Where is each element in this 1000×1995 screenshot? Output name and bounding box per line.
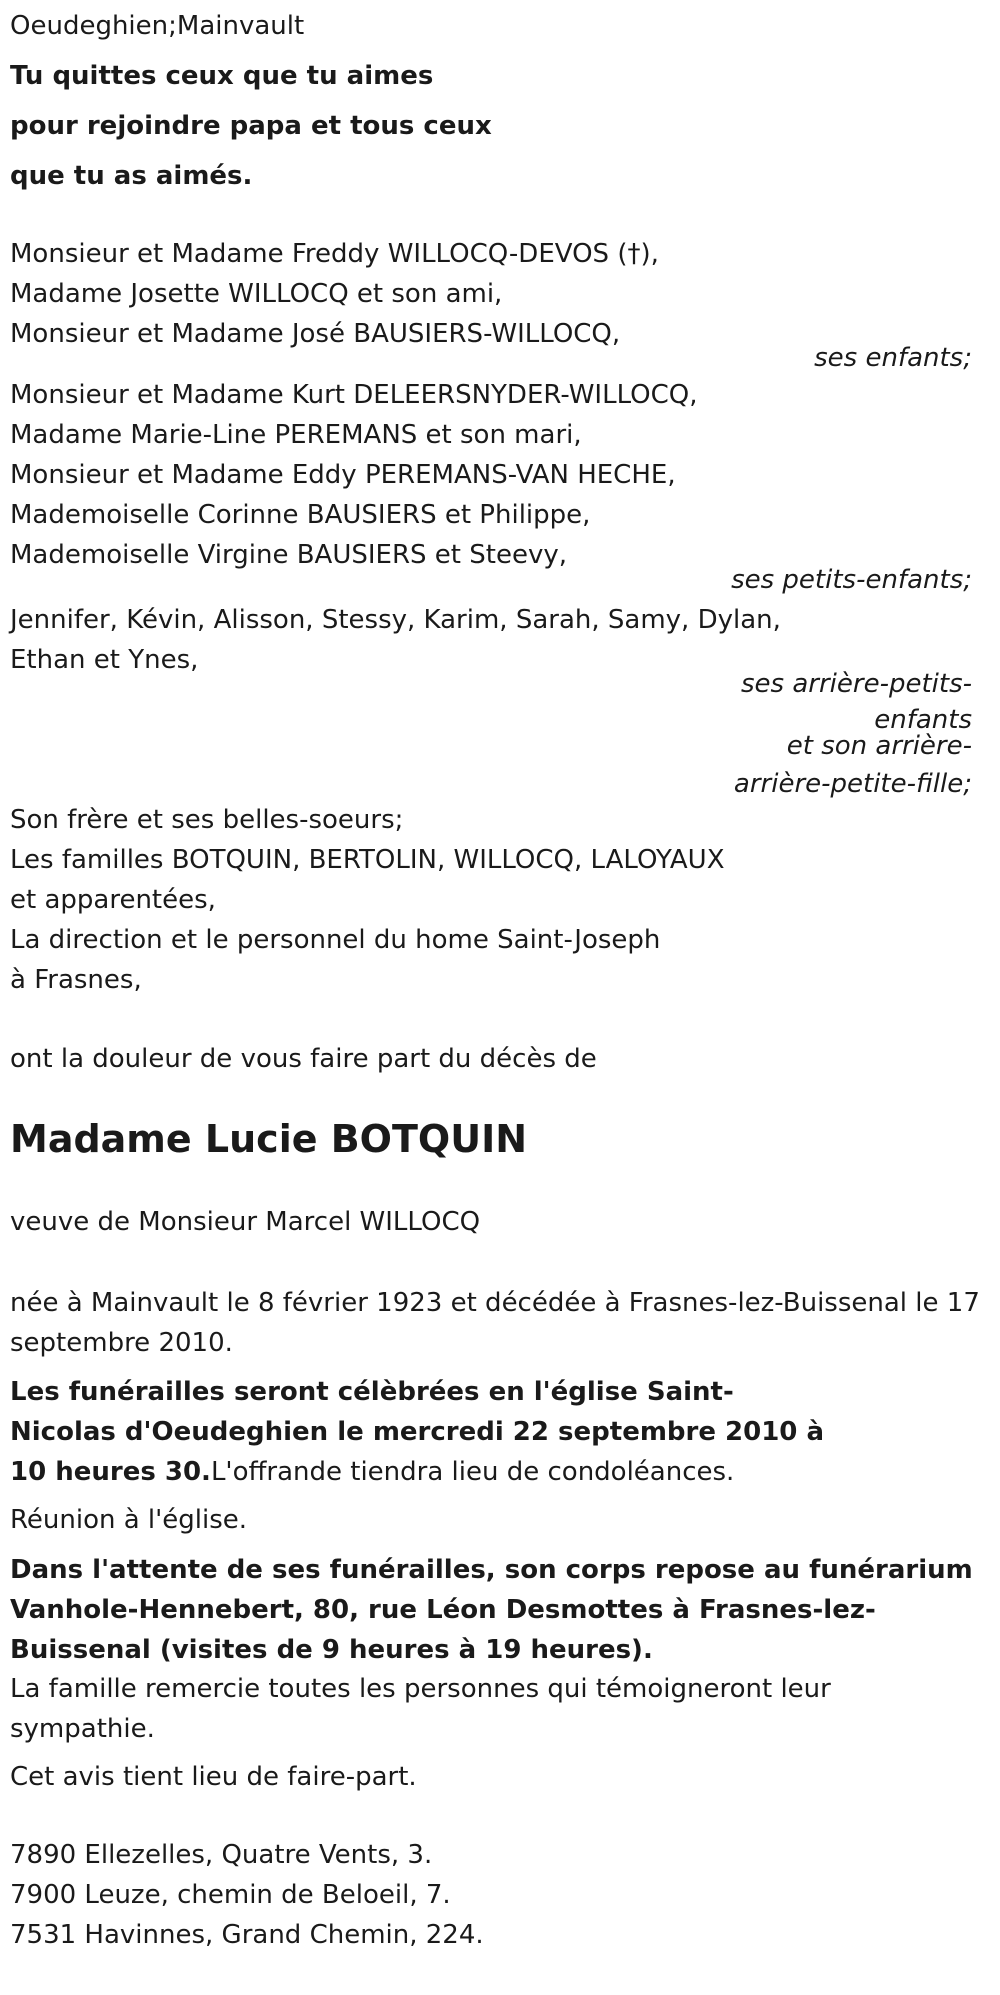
deceased-name: Madame Lucie BOTQUIN bbox=[10, 1117, 528, 1161]
grandchild-line: Madame Marie-Line PEREMANS et son mari, bbox=[10, 420, 582, 450]
other-relative-line: Son frère et ses belles-soeurs; bbox=[10, 805, 404, 835]
address-line: 7890 Ellezelles, Quatre Vents, 3. bbox=[10, 1840, 433, 1870]
ceremony-paragraph bbox=[10, 1372, 830, 1492]
grandchild-line: Monsieur et Madame Eddy PEREMANS-VAN HECHE, bbox=[10, 460, 676, 490]
poem-line-2: pour rejoindre papa et tous ceux bbox=[10, 111, 492, 141]
other-relative-line: Les familles BOTQUIN, BERTOLIN, WILLOCQ, LALOYAUX bbox=[10, 845, 725, 875]
great-grandchildren-relation-1: ses arrière-petits- bbox=[741, 669, 972, 699]
children-relation: ses enfants; bbox=[814, 343, 972, 373]
great-grandchildren-relation-2: enfants bbox=[874, 705, 972, 735]
notice-text: Cet avis tient lieu de faire-part. bbox=[10, 1762, 417, 1792]
birth-death-block bbox=[10, 1283, 1000, 1363]
other-relatives bbox=[10, 800, 1000, 1000]
meeting-block bbox=[10, 1500, 1000, 1540]
announcement-line: ont la douleur de vous faire part du décès de bbox=[10, 1044, 597, 1074]
rest-block bbox=[10, 1550, 1000, 1670]
address-line: 7531 Havinnes, Grand Chemin, 224. bbox=[10, 1920, 484, 1950]
ceremony-text: Les funérailles seront célèbrées en l'église Saint-Nicolas d'Oeudeghien le mercredi 22 septembre 2010 à 10 heures 30. bbox=[10, 1377, 824, 1487]
other-relative-line: et apparentées, bbox=[10, 885, 216, 915]
great-great-grandchild-relation-2: arrière-petite-fille; bbox=[733, 769, 972, 799]
addresses-block bbox=[10, 1835, 1000, 1955]
deceased-block bbox=[10, 1114, 1000, 1164]
grandchild-line: Monsieur et Madame Kurt DELEERSNYDER-WILLOCQ, bbox=[10, 380, 698, 410]
funeral-block bbox=[10, 1372, 1000, 1492]
thanks-block bbox=[10, 1669, 1000, 1749]
grandchildren-relation: ses petits-enfants; bbox=[731, 565, 972, 595]
children-list bbox=[10, 234, 1000, 354]
widow-block bbox=[10, 1202, 1000, 1242]
birth-death-text: née à Mainvault le 8 février 1923 et décédée à Frasnes-lez-Buissenal le 17 septembre 2010. bbox=[10, 1288, 980, 1358]
other-relative-line: à Frasnes, bbox=[10, 965, 142, 995]
great-grandchild-line: Jennifer, Kévin, Alisson, Stessy, Karim, Sarah, Samy, Dylan, bbox=[10, 605, 781, 635]
announcement bbox=[10, 1039, 1000, 1079]
widow-of-line: veuve de Monsieur Marcel WILLOCQ bbox=[10, 1207, 481, 1237]
grandchildren-list bbox=[10, 375, 1000, 575]
child-line: Monsieur et Madame José BAUSIERS-WILLOCQ, bbox=[10, 319, 621, 349]
offering-text: L'offrande tiendra lieu de condoléances. bbox=[210, 1457, 735, 1487]
rest-text: Dans l'attente de ses funérailles, son corps repose au funérarium Vanhole-Hennebert, 80, rue Léon Desmottes à Frasnes-lez-Buissenal (visites de 9 heures à 19 heures). bbox=[10, 1555, 973, 1665]
other-relative-line: La direction et le personnel du home Saint-Joseph bbox=[10, 925, 661, 955]
great-great-grandchild-relation-1: et son arrière- bbox=[786, 731, 972, 761]
notice-block bbox=[10, 1757, 1000, 1797]
poem-line-3: que tu as aimés. bbox=[10, 161, 253, 191]
grandchild-line: Mademoiselle Virgine BAUSIERS et Steevy, bbox=[10, 540, 567, 570]
great-grandchild-line: Ethan et Ynes, bbox=[10, 645, 199, 675]
meeting-text: Réunion à l'église. bbox=[10, 1505, 248, 1535]
poem-line-1: Tu quittes ceux que tu aimes bbox=[10, 61, 434, 91]
thanks-text: La famille remercie toutes les personnes qui témoigneront leur sympathie. bbox=[10, 1674, 831, 1744]
header bbox=[10, 6, 1000, 196]
child-line: Monsieur et Madame Freddy WILLOCQ-DEVOS (†), bbox=[10, 239, 659, 269]
child-line: Madame Josette WILLOCQ et son ami, bbox=[10, 279, 503, 309]
address-line: 7900 Leuze, chemin de Beloeil, 7. bbox=[10, 1880, 451, 1910]
grandchild-line: Mademoiselle Corinne BAUSIERS et Philippe, bbox=[10, 500, 591, 530]
location-line: Oeudeghien;Mainvault bbox=[10, 11, 305, 41]
